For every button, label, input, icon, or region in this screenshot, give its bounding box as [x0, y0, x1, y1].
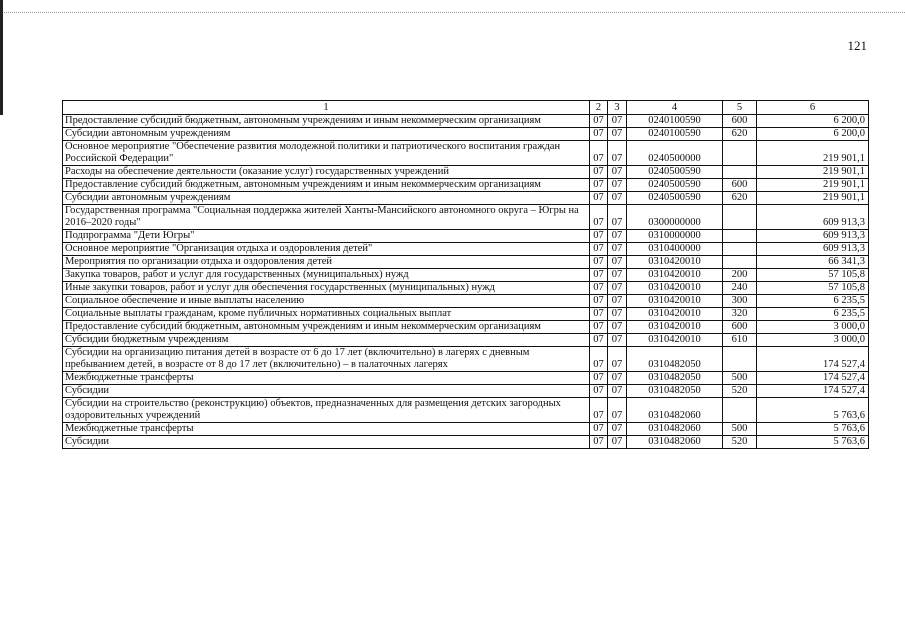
- row-section: 07: [590, 205, 608, 230]
- table-row: [63, 192, 869, 205]
- row-expense-type: 600: [723, 179, 757, 192]
- row-section: 07: [590, 269, 608, 282]
- header-col-1: 1: [63, 101, 590, 115]
- header-col-3: 3: [608, 101, 627, 115]
- row-amount: 5 763,6: [757, 423, 869, 436]
- row-name: Субсидии: [63, 436, 590, 449]
- row-name: Расходы на обеспечение деятельности (оказание услуг) государственных учреждений: [63, 166, 590, 179]
- row-section: 07: [590, 282, 608, 295]
- row-target-code: 0310482050: [627, 372, 723, 385]
- row-expense-type: [723, 166, 757, 179]
- row-amount: 6 235,5: [757, 308, 869, 321]
- row-name: Иные закупки товаров, работ и услуг для обеспечения государственных (муниципальных) нужд: [63, 282, 590, 295]
- row-subsection: 07: [608, 308, 627, 321]
- row-name: Государственная программа "Социальная поддержка жителей Ханты-Мансийского автономного округа – Югры на 2016–2020 годы": [63, 205, 590, 230]
- table-row: [63, 230, 869, 243]
- row-section: 07: [590, 141, 608, 166]
- row-expense-type: 520: [723, 385, 757, 398]
- table-row: [63, 385, 869, 398]
- row-expense-type: [723, 205, 757, 230]
- row-amount: 6 200,0: [757, 128, 869, 141]
- budget-table: [62, 100, 869, 449]
- table-row: [63, 256, 869, 269]
- row-expense-type: 610: [723, 334, 757, 347]
- row-expense-type: [723, 243, 757, 256]
- row-expense-type: [723, 141, 757, 166]
- row-amount: 609 913,3: [757, 205, 869, 230]
- row-amount: 174 527,4: [757, 385, 869, 398]
- table-row: [63, 295, 869, 308]
- row-section: 07: [590, 385, 608, 398]
- row-target-code: 0310420010: [627, 321, 723, 334]
- row-target-code: 0310400000: [627, 243, 723, 256]
- row-expense-type: [723, 230, 757, 243]
- header-col-2: 2: [590, 101, 608, 115]
- row-name: Субсидии автономным учреждениям: [63, 128, 590, 141]
- row-name: Подпрограмма "Дети Югры": [63, 230, 590, 243]
- table-row: [63, 282, 869, 295]
- row-name: Субсидии: [63, 385, 590, 398]
- row-target-code: 0310482050: [627, 385, 723, 398]
- row-name: Предоставление субсидий бюджетным, автономным учреждениям и иным некоммерческим организациям: [63, 321, 590, 334]
- row-name: Предоставление субсидий бюджетным, автономным учреждениям и иным некоммерческим организациям: [63, 179, 590, 192]
- row-section: 07: [590, 295, 608, 308]
- row-section: 07: [590, 115, 608, 128]
- row-expense-type: [723, 347, 757, 372]
- row-target-code: 0310482060: [627, 436, 723, 449]
- table-row: [63, 308, 869, 321]
- row-section: 07: [590, 166, 608, 179]
- table-row: [63, 179, 869, 192]
- row-target-code: 0310420010: [627, 256, 723, 269]
- table-row: [63, 372, 869, 385]
- row-subsection: 07: [608, 115, 627, 128]
- row-name: Основное мероприятие "Обеспечение развития молодежной политики и патриотического воспитания граждан Российской Федерации": [63, 141, 590, 166]
- row-name: Субсидии бюджетным учреждениям: [63, 334, 590, 347]
- row-section: 07: [590, 321, 608, 334]
- row-target-code: 0240100590: [627, 115, 723, 128]
- row-name: Субсидии на строительство (реконструкцию) объектов, предназначенных для размещения детских загородных оздоровительных учреждений: [63, 398, 590, 423]
- row-target-code: 0310482060: [627, 423, 723, 436]
- scan-left-edge: [0, 0, 3, 115]
- row-section: 07: [590, 423, 608, 436]
- row-section: 07: [590, 256, 608, 269]
- row-amount: 3 000,0: [757, 334, 869, 347]
- row-subsection: 07: [608, 205, 627, 230]
- row-section: 07: [590, 436, 608, 449]
- row-subsection: 07: [608, 166, 627, 179]
- table-header-row: [63, 101, 869, 115]
- row-section: 07: [590, 372, 608, 385]
- row-target-code: 0240500590: [627, 179, 723, 192]
- row-amount: 219 901,1: [757, 141, 869, 166]
- row-target-code: 0240500590: [627, 166, 723, 179]
- row-expense-type: 620: [723, 192, 757, 205]
- table-row: [63, 436, 869, 449]
- row-section: 07: [590, 179, 608, 192]
- row-target-code: 0240500590: [627, 192, 723, 205]
- row-subsection: 07: [608, 269, 627, 282]
- row-amount: 57 105,8: [757, 269, 869, 282]
- row-target-code: 0310482060: [627, 398, 723, 423]
- row-expense-type: 600: [723, 115, 757, 128]
- table-row: [63, 347, 869, 372]
- row-target-code: 0310482050: [627, 347, 723, 372]
- table-row: [63, 115, 869, 128]
- row-subsection: 07: [608, 385, 627, 398]
- row-subsection: 07: [608, 372, 627, 385]
- row-subsection: 07: [608, 321, 627, 334]
- table-row: [63, 243, 869, 256]
- row-subsection: 07: [608, 282, 627, 295]
- table-row: [63, 166, 869, 179]
- row-amount: 219 901,1: [757, 166, 869, 179]
- table-row: [63, 423, 869, 436]
- table-row: [63, 334, 869, 347]
- row-expense-type: 200: [723, 269, 757, 282]
- row-expense-type: 500: [723, 372, 757, 385]
- row-expense-type: 500: [723, 423, 757, 436]
- header-col-4: 4: [627, 101, 723, 115]
- row-expense-type: 240: [723, 282, 757, 295]
- row-section: 07: [590, 334, 608, 347]
- row-amount: 5 763,6: [757, 398, 869, 423]
- row-section: 07: [590, 230, 608, 243]
- row-section: 07: [590, 347, 608, 372]
- row-subsection: 07: [608, 192, 627, 205]
- row-section: 07: [590, 398, 608, 423]
- row-section: 07: [590, 128, 608, 141]
- row-expense-type: 620: [723, 128, 757, 141]
- row-section: 07: [590, 243, 608, 256]
- row-subsection: 07: [608, 398, 627, 423]
- row-name: Предоставление субсидий бюджетным, автономным учреждениям и иным некоммерческим организациям: [63, 115, 590, 128]
- row-subsection: 07: [608, 179, 627, 192]
- row-amount: 609 913,3: [757, 230, 869, 243]
- row-subsection: 07: [608, 243, 627, 256]
- row-expense-type: 320: [723, 308, 757, 321]
- row-amount: 174 527,4: [757, 372, 869, 385]
- row-subsection: 07: [608, 128, 627, 141]
- table-row: [63, 205, 869, 230]
- row-amount: 3 000,0: [757, 321, 869, 334]
- row-amount: 6 200,0: [757, 115, 869, 128]
- row-target-code: 0240500000: [627, 141, 723, 166]
- row-name: Межбюджетные трансферты: [63, 423, 590, 436]
- row-amount: 57 105,8: [757, 282, 869, 295]
- row-subsection: 07: [608, 256, 627, 269]
- table-row: [63, 128, 869, 141]
- row-expense-type: [723, 398, 757, 423]
- scan-top-rule: [0, 12, 905, 13]
- row-subsection: 07: [608, 347, 627, 372]
- row-amount: 219 901,1: [757, 179, 869, 192]
- row-target-code: 0310420010: [627, 295, 723, 308]
- row-target-code: 0310000000: [627, 230, 723, 243]
- row-subsection: 07: [608, 436, 627, 449]
- row-expense-type: [723, 256, 757, 269]
- row-name: Субсидии на организацию питания детей в возрасте от 6 до 17 лет (включительно) в лагерях с дневным пребыванием детей, в возрасте от 8 до 17 лет (включительно) – в палаточных лагерях: [63, 347, 590, 372]
- row-target-code: 0310420010: [627, 269, 723, 282]
- row-expense-type: 300: [723, 295, 757, 308]
- row-expense-type: 520: [723, 436, 757, 449]
- row-name: Закупка товаров, работ и услуг для государственных (муниципальных) нужд: [63, 269, 590, 282]
- table-row: [63, 321, 869, 334]
- row-amount: 174 527,4: [757, 347, 869, 372]
- page-number: 121: [847, 38, 867, 53]
- row-name: Социальное обеспечение и иные выплаты населению: [63, 295, 590, 308]
- table-body: [63, 115, 869, 449]
- row-subsection: 07: [608, 295, 627, 308]
- row-name: Субсидии автономным учреждениям: [63, 192, 590, 205]
- row-target-code: 0300000000: [627, 205, 723, 230]
- row-amount: 609 913,3: [757, 243, 869, 256]
- header-col-6: 6: [757, 101, 869, 115]
- row-target-code: 0310420010: [627, 308, 723, 321]
- row-subsection: 07: [608, 423, 627, 436]
- row-amount: 6 235,5: [757, 295, 869, 308]
- table-row: [63, 141, 869, 166]
- row-target-code: 0310420010: [627, 282, 723, 295]
- table-row: [63, 398, 869, 423]
- row-section: 07: [590, 308, 608, 321]
- row-name: Основное мероприятие "Организация отдыха и оздоровления детей": [63, 243, 590, 256]
- header-col-5: 5: [723, 101, 757, 115]
- row-name: Межбюджетные трансферты: [63, 372, 590, 385]
- row-name: Социальные выплаты гражданам, кроме публичных нормативных социальных выплат: [63, 308, 590, 321]
- row-amount: 219 901,1: [757, 192, 869, 205]
- row-amount: 66 341,3: [757, 256, 869, 269]
- table-row: [63, 269, 869, 282]
- row-target-code: 0240100590: [627, 128, 723, 141]
- row-subsection: 07: [608, 334, 627, 347]
- row-section: 07: [590, 192, 608, 205]
- row-subsection: 07: [608, 141, 627, 166]
- row-target-code: 0310420010: [627, 334, 723, 347]
- row-name: Мероприятия по организации отдыха и оздоровления детей: [63, 256, 590, 269]
- row-subsection: 07: [608, 230, 627, 243]
- row-amount: 5 763,6: [757, 436, 869, 449]
- row-expense-type: 600: [723, 321, 757, 334]
